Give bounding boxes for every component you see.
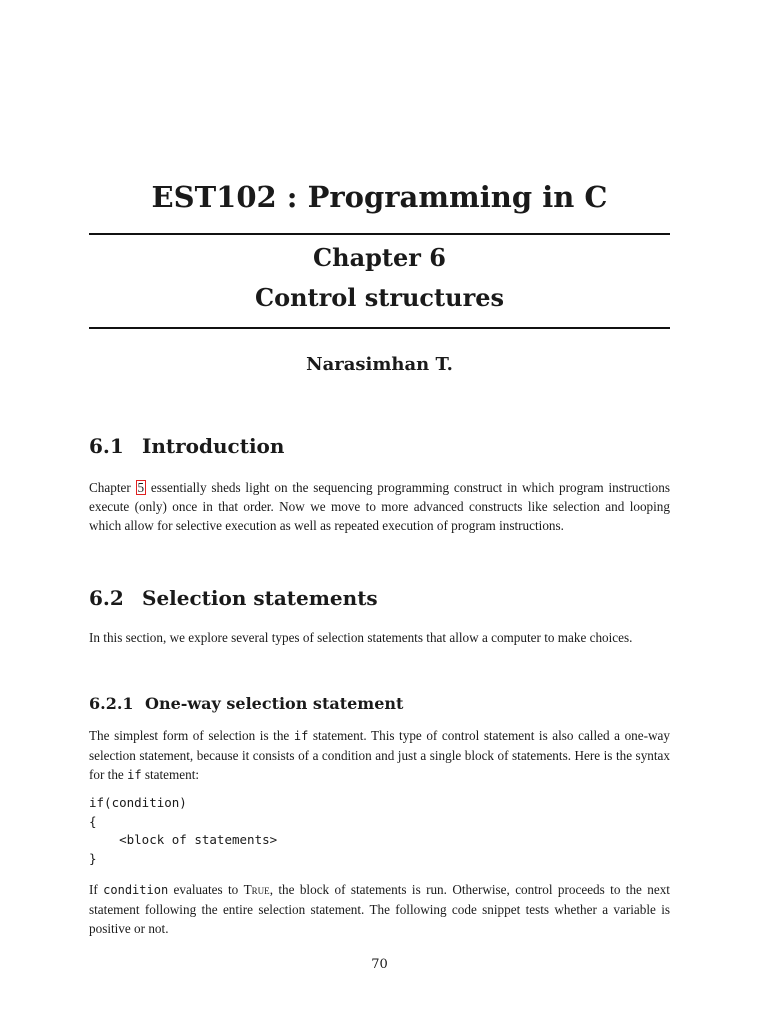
chapter-reference-link[interactable]: 5 bbox=[137, 480, 145, 495]
text-run: , the block of statements is run. Otherwise, control proceeds to the next statement following the entire selection statement. The following code snippet tests whether a variable is positive or not. bbox=[89, 882, 670, 936]
section-title: Selection statements bbox=[142, 586, 378, 610]
text-run: If bbox=[89, 882, 104, 897]
text-run: statement: bbox=[141, 767, 200, 782]
intro-text-start: Chapter bbox=[89, 480, 136, 495]
oneway-paragraph-2 bbox=[89, 880, 670, 938]
title-rule-bottom bbox=[89, 327, 670, 329]
course-title: EST102 : Programming in C bbox=[151, 180, 608, 214]
subsection-heading-oneway bbox=[89, 694, 403, 713]
text-run: The simplest form of selection is the bbox=[89, 728, 294, 743]
chapter-title: Control structures bbox=[254, 283, 505, 312]
section-heading-introduction bbox=[89, 434, 284, 458]
intro-paragraph bbox=[89, 478, 670, 535]
small-caps-true: True bbox=[243, 882, 270, 897]
chapter-label: Chapter 6 bbox=[313, 243, 446, 272]
oneway-paragraph-1 bbox=[89, 726, 670, 785]
inline-code: if bbox=[293, 729, 309, 743]
subsection-number: 6.2.1 bbox=[89, 694, 134, 713]
section-number: 6.2 bbox=[89, 586, 124, 610]
section-title: Introduction bbox=[142, 434, 285, 458]
intro-text-rest: essentially sheds light on the sequencing programming construct in which program instructions execute (only) once in that order. Now we move to more advanced constructs like selection and looping which allow for selective execution as well as repeated execution of program instructions. bbox=[89, 480, 670, 533]
author-name: Narasimhan T. bbox=[306, 354, 453, 375]
selection-paragraph: In this section, we explore several types of selection statements that allow a computer to make choices. bbox=[89, 630, 633, 645]
section-number: 6.1 bbox=[89, 434, 124, 458]
page-number: 70 bbox=[371, 957, 388, 972]
text-run: evaluates to bbox=[168, 882, 244, 897]
title-rule-top bbox=[89, 233, 670, 235]
subsection-title: One-way selection statement bbox=[145, 694, 404, 713]
inline-code: if bbox=[127, 768, 142, 782]
text-run: statement. This type of control statement is also called a one-way selection statement, because it consists of a condition and just a single block of statements. Here is the syntax for the bbox=[89, 728, 670, 782]
if-syntax-code-block: if(condition) { <block of statements> } bbox=[89, 795, 278, 866]
section-heading-selection bbox=[89, 586, 378, 610]
inline-code: condition bbox=[103, 883, 169, 897]
